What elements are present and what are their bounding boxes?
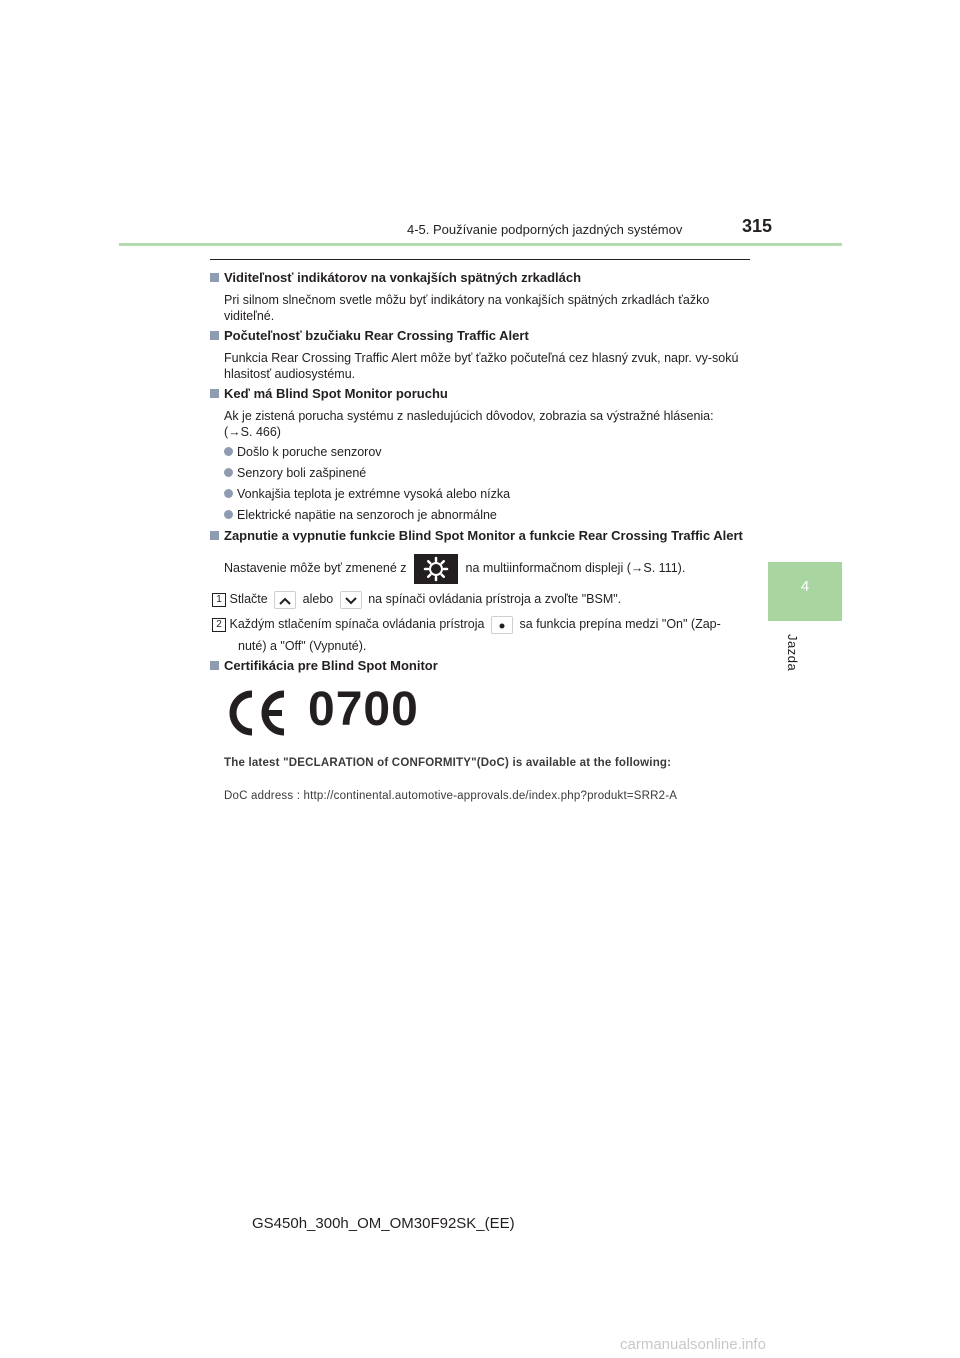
enter-dot-icon	[491, 616, 513, 634]
list-item: Senzory boli zašpinené	[224, 466, 366, 480]
content-top-rule	[210, 259, 750, 260]
round-bullet-icon	[224, 468, 233, 477]
round-bullet-icon	[224, 510, 233, 519]
square-bullet-icon	[210, 273, 219, 282]
square-bullet-icon	[210, 331, 219, 340]
watermark: carmanualsonline.info	[620, 1336, 766, 1353]
step-2: 2 Každým stlačením spínača ovládania prístroja sa funkcia prepína medzi "On" (Zap-	[212, 613, 738, 635]
settings-gear-icon	[414, 554, 458, 584]
step-number-badge: 2	[212, 618, 226, 632]
doc-address: DoC address : http://continental.automotive-approvals.de/index.php?produkt=SRR2-A	[224, 790, 678, 802]
section-heading: Počuteľnosť bzučiaku Rear Crossing Traffic Alert	[210, 328, 529, 343]
list-item: Elektrické napätie na senzoroch je abnormálne	[224, 508, 497, 522]
running-header-title: 4-5. Používanie podporných jazdných systémov	[407, 222, 683, 237]
section-heading: Viditeľnosť indikátorov na vonkajších spätných zrkadlách	[210, 270, 581, 285]
header-rule	[119, 243, 842, 246]
section-text: Funkcia Rear Crossing Traffic Alert môže byť ťažko počuteľná cez hlasný zvuk, napr. vy-sokú hlasitosť audiosystému.	[224, 351, 739, 381]
section-text: Ak je zistená porucha systému z nasledujúcich dôvodov, zobrazia sa výstražné hlásenia:	[224, 409, 714, 423]
settings-intro: Nastavenie môže byť zmenené z na multiinformačnom displeji (→S. 111).	[224, 553, 750, 584]
ce-logo-icon	[224, 688, 294, 738]
section-text: Pri silnom slnečnom svetle môžu byť indikátory na vonkajších spätných zrkadlách ťažko viditeľné.	[224, 293, 710, 323]
round-bullet-icon	[224, 447, 233, 456]
model-code-footer: GS450h_300h_OM_OM30F92SK_(EE)	[252, 1215, 515, 1232]
step-1: 1 Stlačte alebo na spínači ovládania prístroja a zvoľte "BSM".	[212, 588, 738, 610]
section-heading: Zapnutie a vypnutie funkcie Blind Spot Monitor a funkcie Rear Crossing Traffic Alert	[210, 528, 743, 543]
section-heading: Keď má Blind Spot Monitor poruchu	[210, 386, 448, 401]
chapter-tab-number: 4	[800, 578, 810, 595]
section-heading: Certifikácia pre Blind Spot Monitor	[210, 658, 438, 673]
chevron-down-icon	[340, 591, 362, 609]
square-bullet-icon	[210, 661, 219, 670]
round-bullet-icon	[224, 489, 233, 498]
list-item: Došlo k poruche senzorov	[224, 445, 382, 459]
page-reference: (→S. 466)	[224, 425, 281, 439]
list-item: Vonkajšia teplota je extrémne vysoká alebo nízka	[224, 487, 510, 501]
ce-certification-mark	[224, 683, 419, 738]
page-number: 315	[742, 216, 773, 236]
step-2-continued: nuté) a "Off" (Vypnuté).	[238, 639, 367, 653]
square-bullet-icon	[210, 531, 219, 540]
square-bullet-icon	[210, 389, 219, 398]
chevron-up-icon	[274, 591, 296, 609]
step-number-badge: 1	[212, 593, 226, 607]
notified-body-number: 0700	[308, 683, 419, 736]
chapter-tab-label: Jazda	[785, 634, 800, 672]
declaration-text: The latest "DECLARATION of CONFORMITY"(DoC) is available at the following:	[224, 757, 672, 769]
